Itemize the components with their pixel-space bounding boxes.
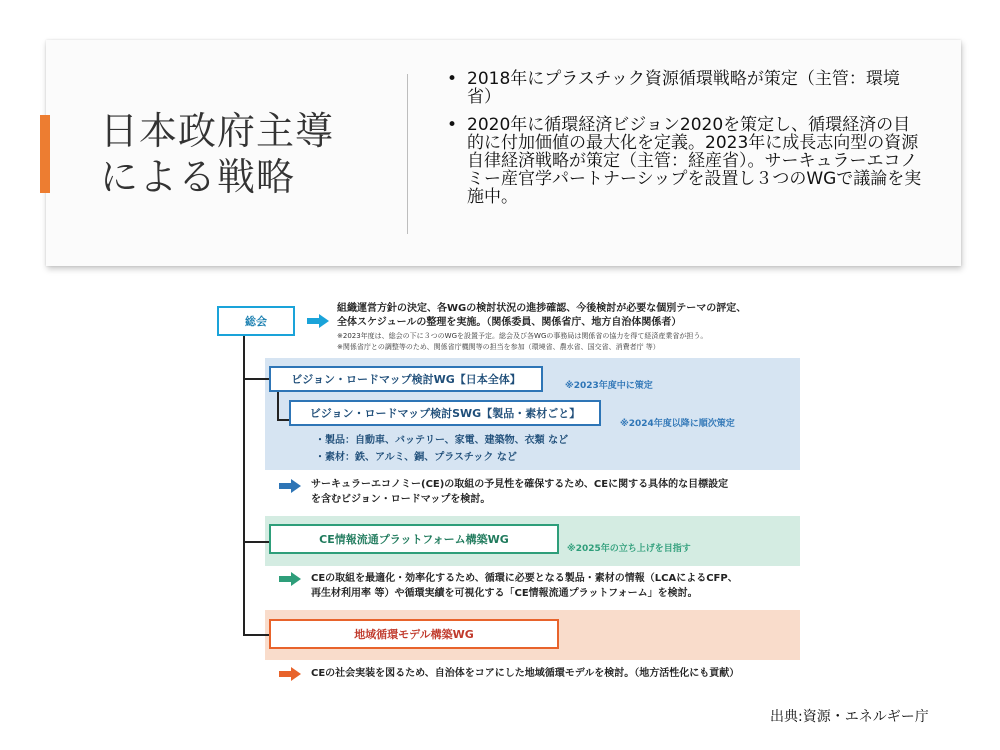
wg2-note: ※2025年の立ち上げを目指す	[567, 544, 691, 554]
branch-line-wg3	[243, 634, 269, 636]
arrow-right-icon	[279, 479, 301, 493]
general-assembly-box: 総会	[217, 306, 295, 336]
slide-title-line2: による戦略	[100, 155, 296, 199]
slide-title-line1: 日本政府主導	[100, 109, 335, 153]
slide-title	[100, 108, 360, 200]
wg1-sub-note: ※2024年度以降に順次策定	[620, 419, 735, 429]
general-note-line1: ※2023年度は、総会の下に３つのWGを設置予定。総会及び各WGの事務局は関係省の協力を得て経済産業省が担う。	[337, 332, 708, 340]
wg1-items-materials: ・素材：鉄、アルミ、銅、プラスチック など	[315, 452, 517, 463]
organization-diagram	[215, 298, 800, 698]
swg-branch-vline	[277, 388, 279, 420]
title-accent-bar	[40, 115, 50, 193]
wg1-sub-box: ビジョン・ロードマップ検討SWG【製品・素材ごと】	[289, 400, 601, 426]
wg3-desc: CEの社会実装を図るため、自治体をコアにした地域循環モデルを検討。（地方活性化にも貢献）	[311, 668, 740, 679]
tree-trunk-line	[243, 336, 245, 636]
arrow-right-icon	[279, 667, 301, 681]
wg1-items-products: ・製品：自動車、バッテリー、家電、建築物、衣類 など	[315, 435, 569, 446]
wg1-box: ビジョン・ロードマップ検討WG【日本全体】	[269, 366, 543, 392]
wg1-note: ※2023年度中に策定	[565, 381, 653, 391]
wg2-box: CE情報流通プラットフォーム構築WG	[269, 524, 559, 554]
bullet-item: • 2020年に循環経済ビジョン2020を策定し、循環経済の目的に付加価値の最大化を定義。2023年に成長志向型の資源自律経済戦略が策定（主管：経産省）。サーキュラーエコノミー産官学パートナーシップを設置し３つのWGで議論を実施中。	[445, 116, 925, 206]
wg2-desc-line1: CEの取組を最適化・効率化するため、循環に必要となる製品・素材の情報（LCAによるCFP、	[311, 573, 738, 584]
general-desc-line2: 全体スケジュールの整理を実施。（関係委員、関係省庁、地方自治体関係者）	[337, 317, 682, 328]
wg1-desc-line1: サーキュラーエコノミー(CE)の取組の予見性を確保するため、CEに関する具体的な目標設定	[311, 479, 729, 490]
branch-line-wg2	[243, 541, 269, 543]
wg3-box: 地域循環モデル構築WG	[269, 619, 559, 649]
bullet-item: • 2018年にプラスチック資源循環戦略が策定（主管：環境省）	[445, 70, 925, 106]
wg1-desc-line2: を含むビジョン・ロードマップを検討。	[311, 494, 491, 505]
arrow-right-icon	[279, 572, 301, 586]
general-desc-line1: 組織運営方針の決定、各WGの検討状況の進捗確認、今後検討が必要な個別テーマの評定、	[337, 303, 747, 314]
arrow-right-icon	[307, 314, 329, 328]
general-note-line2: ※関係省庁との調整等のため、関係省庁機関等の担当を参加（環境省、農水省、国交省、消費者庁 等）	[337, 343, 660, 351]
card-divider	[407, 74, 408, 234]
source-credit: 出典:資源・エネルギー庁	[770, 709, 929, 725]
branch-line-wg1	[243, 378, 269, 380]
swg-branch-hline	[277, 419, 289, 421]
bullet-list	[445, 70, 925, 216]
wg2-desc-line2: 再生材利用率 等）や循環実績を可視化する「CE情報流通プラットフォーム」を検討。	[311, 588, 698, 599]
